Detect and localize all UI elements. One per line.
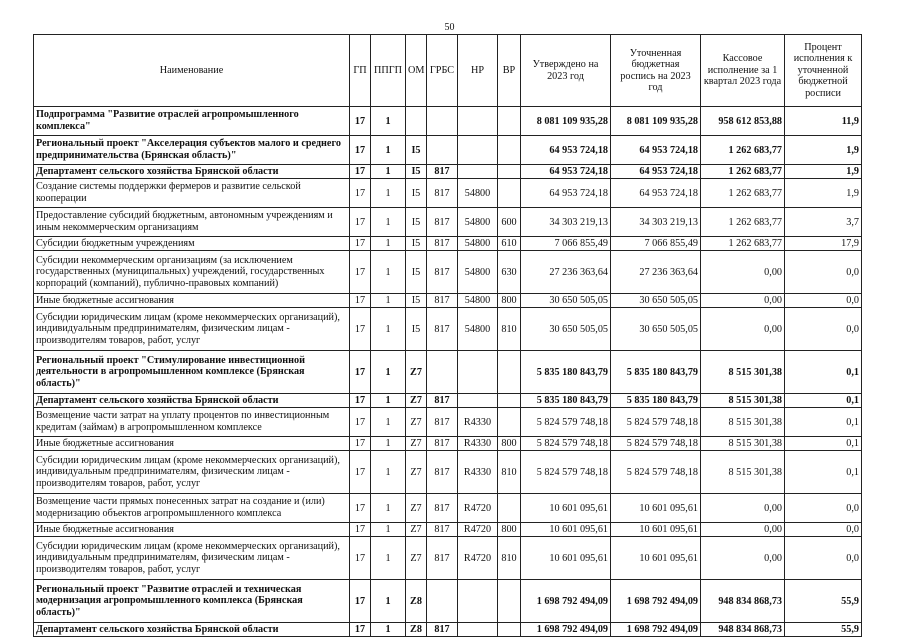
cell-percent: 0,1 — [785, 351, 862, 394]
cell-om: Z7 — [406, 437, 427, 451]
cell-approved: 5 835 180 843,79 — [521, 394, 611, 408]
cell-np: 54800 — [458, 208, 498, 237]
cell-percent: 55,9 — [785, 580, 862, 623]
cell-approved: 8 081 109 935,28 — [521, 107, 611, 136]
cell-cash: 958 612 853,88 — [701, 107, 785, 136]
cell-name: Возмещение части прямых понесенных затрат на создание и (или) модернизацию объектов агропромышленного комплекса — [34, 494, 350, 523]
cell-gp: 17 — [350, 308, 371, 351]
cell-refined: 34 303 219,13 — [611, 208, 701, 237]
cell-ppgp: 1 — [371, 107, 406, 136]
cell-refined: 30 650 505,05 — [611, 294, 701, 308]
cell-grbs: 817 — [427, 408, 458, 437]
cell-vr — [498, 351, 521, 394]
cell-refined: 5 824 579 748,18 — [611, 451, 701, 494]
cell-vr: 810 — [498, 308, 521, 351]
cell-om: Z7 — [406, 494, 427, 523]
table-row — [34, 537, 862, 580]
table-row — [34, 107, 862, 136]
cell-name: Региональный проект "Развитие отраслей и техническая модернизация агропромышленного комплекса (Брянская область)" — [34, 580, 350, 623]
cell-ppgp: 1 — [371, 523, 406, 537]
cell-ppgp: 1 — [371, 208, 406, 237]
cell-percent: 55,9 — [785, 623, 862, 637]
header-om: ОМ — [406, 35, 427, 107]
cell-name: Субсидии бюджетным учреждениям — [34, 237, 350, 251]
cell-gp: 17 — [350, 107, 371, 136]
budget-table — [33, 34, 862, 637]
cell-om: Z7 — [406, 351, 427, 394]
cell-np: R4330 — [458, 408, 498, 437]
table-row — [34, 179, 862, 208]
cell-cash: 1 262 683,77 — [701, 136, 785, 165]
cell-np — [458, 136, 498, 165]
cell-refined: 64 953 724,18 — [611, 136, 701, 165]
cell-om: Z7 — [406, 408, 427, 437]
cell-np — [458, 580, 498, 623]
cell-ppgp: 1 — [371, 494, 406, 523]
cell-approved: 10 601 095,61 — [521, 494, 611, 523]
table-row — [34, 394, 862, 408]
cell-cash: 948 834 868,73 — [701, 580, 785, 623]
cell-grbs: 817 — [427, 208, 458, 237]
cell-approved: 64 953 724,18 — [521, 165, 611, 179]
table-body — [34, 107, 862, 637]
cell-ppgp: 1 — [371, 136, 406, 165]
cell-refined: 5 835 180 843,79 — [611, 351, 701, 394]
table-row — [34, 523, 862, 537]
cell-percent: 3,7 — [785, 208, 862, 237]
cell-approved: 5 824 579 748,18 — [521, 451, 611, 494]
cell-gp: 17 — [350, 523, 371, 537]
cell-grbs: 817 — [427, 451, 458, 494]
cell-percent: 0,0 — [785, 537, 862, 580]
table-row — [34, 451, 862, 494]
cell-name: Подпрограмма "Развитие отраслей агропромышленного комплекса" — [34, 107, 350, 136]
header-cash: Кассовое исполнение за 1 квартал 2023 года — [701, 35, 785, 107]
cell-name: Субсидии некоммерческим организациям (за исключением государственных (муниципальных) учреждений, государственных корпораций (компаний), публично-правовых компаний) — [34, 251, 350, 294]
cell-refined: 5 824 579 748,18 — [611, 408, 701, 437]
cell-ppgp: 1 — [371, 623, 406, 637]
cell-refined: 5 835 180 843,79 — [611, 394, 701, 408]
cell-om: I5 — [406, 294, 427, 308]
cell-approved: 27 236 363,64 — [521, 251, 611, 294]
cell-percent: 0,0 — [785, 523, 862, 537]
cell-name: Департамент сельского хозяйства Брянской области — [34, 394, 350, 408]
cell-om: I5 — [406, 308, 427, 351]
cell-vr — [498, 107, 521, 136]
cell-om: I5 — [406, 208, 427, 237]
table-row — [34, 308, 862, 351]
cell-grbs: 817 — [427, 494, 458, 523]
cell-grbs: 817 — [427, 237, 458, 251]
header-refined: Уточненная бюджетная роспись на 2023 год — [611, 35, 701, 107]
cell-name: Департамент сельского хозяйства Брянской области — [34, 623, 350, 637]
cell-om — [406, 107, 427, 136]
cell-approved: 7 066 855,49 — [521, 237, 611, 251]
cell-approved: 64 953 724,18 — [521, 136, 611, 165]
cell-vr — [498, 408, 521, 437]
cell-approved: 34 303 219,13 — [521, 208, 611, 237]
cell-approved: 5 824 579 748,18 — [521, 408, 611, 437]
cell-gp: 17 — [350, 437, 371, 451]
cell-name: Предоставление субсидий бюджетным, автономным учреждениям и иным некоммерческим организациям — [34, 208, 350, 237]
cell-grbs — [427, 107, 458, 136]
cell-np: 54800 — [458, 294, 498, 308]
cell-cash: 1 262 683,77 — [701, 165, 785, 179]
cell-om: Z7 — [406, 451, 427, 494]
cell-refined: 64 953 724,18 — [611, 179, 701, 208]
cell-gp: 17 — [350, 136, 371, 165]
table-row — [34, 165, 862, 179]
cell-name: Создание системы поддержки фермеров и развитие сельской кооперации — [34, 179, 350, 208]
cell-gp: 17 — [350, 494, 371, 523]
cell-cash: 8 515 301,38 — [701, 351, 785, 394]
cell-name: Иные бюджетные ассигнования — [34, 437, 350, 451]
cell-grbs: 817 — [427, 294, 458, 308]
cell-np: R4720 — [458, 494, 498, 523]
header-vr: ВР — [498, 35, 521, 107]
cell-name: Субсидии юридическим лицам (кроме некоммерческих организаций), индивидуальным предпринимателям, физическим лицам - производителям товаров, работ, услуг — [34, 537, 350, 580]
cell-np — [458, 165, 498, 179]
cell-approved: 64 953 724,18 — [521, 179, 611, 208]
cell-ppgp: 1 — [371, 580, 406, 623]
cell-np — [458, 623, 498, 637]
cell-name: Субсидии юридическим лицам (кроме некоммерческих организаций), индивидуальным предпринимателям, физическим лицам - производителям товаров, работ, услуг — [34, 451, 350, 494]
cell-gp: 17 — [350, 294, 371, 308]
cell-name: Региональный проект "Стимулирование инвестиционной деятельности в агропромышленном комплексе (Брянская область)" — [34, 351, 350, 394]
table-row — [34, 208, 862, 237]
cell-ppgp: 1 — [371, 251, 406, 294]
cell-grbs: 817 — [427, 394, 458, 408]
cell-ppgp: 1 — [371, 308, 406, 351]
cell-cash: 1 262 683,77 — [701, 179, 785, 208]
cell-ppgp: 1 — [371, 451, 406, 494]
cell-approved: 30 650 505,05 — [521, 294, 611, 308]
header-np: НР — [458, 35, 498, 107]
cell-percent: 17,9 — [785, 237, 862, 251]
cell-np: R4720 — [458, 537, 498, 580]
cell-percent: 1,9 — [785, 165, 862, 179]
table-row — [34, 251, 862, 294]
cell-om: I5 — [406, 237, 427, 251]
cell-gp: 17 — [350, 165, 371, 179]
cell-cash: 0,00 — [701, 308, 785, 351]
cell-percent: 0,1 — [785, 437, 862, 451]
cell-om: Z8 — [406, 580, 427, 623]
cell-grbs: 817 — [427, 437, 458, 451]
cell-vr — [498, 580, 521, 623]
cell-vr: 800 — [498, 437, 521, 451]
cell-refined: 30 650 505,05 — [611, 308, 701, 351]
table-row — [34, 408, 862, 437]
cell-approved: 5 824 579 748,18 — [521, 437, 611, 451]
table-row — [34, 623, 862, 637]
cell-name: Субсидии юридическим лицам (кроме некоммерческих организаций), индивидуальным предпринимателям, физическим лицам - производителям товаров, работ, услуг — [34, 308, 350, 351]
cell-vr: 800 — [498, 523, 521, 537]
cell-approved: 1 698 792 494,09 — [521, 623, 611, 637]
cell-refined: 10 601 095,61 — [611, 523, 701, 537]
cell-refined: 8 081 109 935,28 — [611, 107, 701, 136]
table-row — [34, 437, 862, 451]
cell-gp: 17 — [350, 623, 371, 637]
cell-vr: 810 — [498, 451, 521, 494]
cell-name: Региональный проект "Акселерация субъектов малого и среднего предпринимательства (Брянская область)" — [34, 136, 350, 165]
cell-grbs — [427, 580, 458, 623]
cell-cash: 8 515 301,38 — [701, 394, 785, 408]
cell-np: 54800 — [458, 237, 498, 251]
cell-percent: 0,0 — [785, 251, 862, 294]
cell-vr — [498, 394, 521, 408]
cell-refined: 5 824 579 748,18 — [611, 437, 701, 451]
cell-name: Возмещение части затрат на уплату процентов по инвестиционным кредитам (займам) в агропромышленном комплексе — [34, 408, 350, 437]
cell-cash: 948 834 868,73 — [701, 623, 785, 637]
cell-grbs — [427, 136, 458, 165]
cell-refined: 1 698 792 494,09 — [611, 580, 701, 623]
cell-om: Z7 — [406, 394, 427, 408]
table-row — [34, 580, 862, 623]
cell-refined: 1 698 792 494,09 — [611, 623, 701, 637]
cell-approved: 30 650 505,05 — [521, 308, 611, 351]
cell-percent: 0,1 — [785, 451, 862, 494]
cell-vr — [498, 623, 521, 637]
cell-ppgp: 1 — [371, 294, 406, 308]
header-row — [34, 35, 862, 107]
cell-cash: 0,00 — [701, 494, 785, 523]
cell-cash: 0,00 — [701, 523, 785, 537]
cell-percent: 1,9 — [785, 136, 862, 165]
cell-grbs: 817 — [427, 537, 458, 580]
cell-cash: 8 515 301,38 — [701, 437, 785, 451]
cell-grbs: 817 — [427, 308, 458, 351]
cell-ppgp: 1 — [371, 179, 406, 208]
header-approved: Утверждено на 2023 год — [521, 35, 611, 107]
header-name: Наименование — [34, 35, 350, 107]
cell-gp: 17 — [350, 537, 371, 580]
cell-gp: 17 — [350, 580, 371, 623]
cell-cash: 0,00 — [701, 294, 785, 308]
cell-approved: 5 835 180 843,79 — [521, 351, 611, 394]
cell-vr — [498, 136, 521, 165]
cell-vr: 610 — [498, 237, 521, 251]
cell-percent: 0,0 — [785, 294, 862, 308]
cell-cash: 0,00 — [701, 537, 785, 580]
cell-gp: 17 — [350, 251, 371, 294]
cell-refined: 64 953 724,18 — [611, 165, 701, 179]
cell-percent: 11,9 — [785, 107, 862, 136]
cell-gp: 17 — [350, 394, 371, 408]
table-row — [34, 294, 862, 308]
table-row — [34, 351, 862, 394]
cell-np: R4330 — [458, 437, 498, 451]
cell-grbs: 817 — [427, 523, 458, 537]
cell-ppgp: 1 — [371, 537, 406, 580]
cell-name: Иные бюджетные ассигнования — [34, 523, 350, 537]
cell-om: I5 — [406, 136, 427, 165]
cell-ppgp: 1 — [371, 437, 406, 451]
cell-cash: 1 262 683,77 — [701, 208, 785, 237]
cell-grbs: 817 — [427, 623, 458, 637]
cell-ppgp: 1 — [371, 165, 406, 179]
cell-np — [458, 394, 498, 408]
cell-grbs: 817 — [427, 179, 458, 208]
cell-name: Иные бюджетные ассигнования — [34, 294, 350, 308]
header-grbs: ГРБС — [427, 35, 458, 107]
cell-ppgp: 1 — [371, 408, 406, 437]
cell-np: 54800 — [458, 179, 498, 208]
cell-grbs: 817 — [427, 251, 458, 294]
cell-om: I5 — [406, 251, 427, 294]
cell-gp: 17 — [350, 408, 371, 437]
cell-om: Z7 — [406, 537, 427, 580]
header-gp: ГП — [350, 35, 371, 107]
cell-np — [458, 107, 498, 136]
table-row — [34, 136, 862, 165]
cell-refined: 10 601 095,61 — [611, 494, 701, 523]
cell-gp: 17 — [350, 179, 371, 208]
cell-vr: 800 — [498, 294, 521, 308]
cell-refined: 10 601 095,61 — [611, 537, 701, 580]
cell-vr — [498, 179, 521, 208]
cell-np: 54800 — [458, 308, 498, 351]
cell-np: 54800 — [458, 251, 498, 294]
cell-ppgp: 1 — [371, 394, 406, 408]
header-percent: Процент исполнения к уточненной бюджетной росписи — [785, 35, 862, 107]
cell-approved: 1 698 792 494,09 — [521, 580, 611, 623]
cell-vr — [498, 494, 521, 523]
cell-grbs — [427, 351, 458, 394]
cell-ppgp: 1 — [371, 237, 406, 251]
cell-om: Z7 — [406, 523, 427, 537]
cell-vr — [498, 165, 521, 179]
cell-gp: 17 — [350, 451, 371, 494]
cell-percent: 1,9 — [785, 179, 862, 208]
cell-approved: 10 601 095,61 — [521, 523, 611, 537]
cell-percent: 0,0 — [785, 494, 862, 523]
cell-cash: 0,00 — [701, 251, 785, 294]
cell-np: R4330 — [458, 451, 498, 494]
cell-vr: 600 — [498, 208, 521, 237]
cell-cash: 1 262 683,77 — [701, 237, 785, 251]
cell-approved: 10 601 095,61 — [521, 537, 611, 580]
cell-cash: 8 515 301,38 — [701, 451, 785, 494]
cell-om: I5 — [406, 179, 427, 208]
cell-np — [458, 351, 498, 394]
cell-cash: 8 515 301,38 — [701, 408, 785, 437]
table-row — [34, 494, 862, 523]
cell-ppgp: 1 — [371, 351, 406, 394]
cell-gp: 17 — [350, 237, 371, 251]
cell-gp: 17 — [350, 351, 371, 394]
cell-percent: 0,1 — [785, 408, 862, 437]
table-row — [34, 237, 862, 251]
page-number: 50 — [444, 22, 455, 33]
cell-vr: 630 — [498, 251, 521, 294]
cell-grbs: 817 — [427, 165, 458, 179]
cell-om: I5 — [406, 165, 427, 179]
cell-percent: 0,1 — [785, 394, 862, 408]
cell-name: Департамент сельского хозяйства Брянской области — [34, 165, 350, 179]
cell-om: Z8 — [406, 623, 427, 637]
header-ppgp: ППГП — [371, 35, 406, 107]
cell-refined: 7 066 855,49 — [611, 237, 701, 251]
cell-np: R4720 — [458, 523, 498, 537]
cell-vr: 810 — [498, 537, 521, 580]
cell-gp: 17 — [350, 208, 371, 237]
cell-refined: 27 236 363,64 — [611, 251, 701, 294]
cell-percent: 0,0 — [785, 308, 862, 351]
